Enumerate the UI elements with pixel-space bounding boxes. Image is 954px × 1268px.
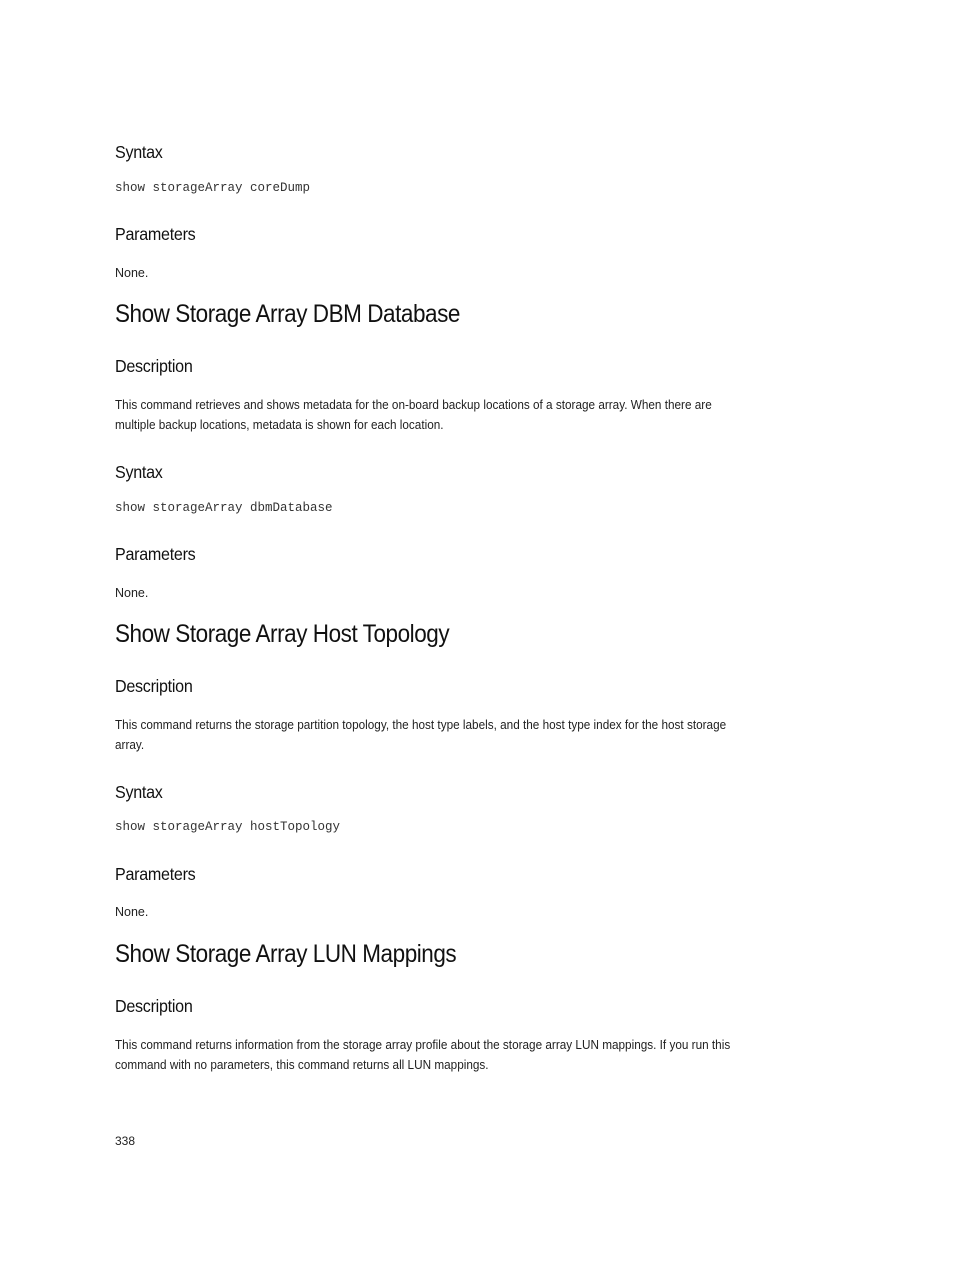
description-line: This command returns the storage partition topology, the host type labels, and the host type index for the host storage <box>115 718 727 732</box>
description-text-dbm-database <box>115 395 773 435</box>
parameters-heading-coredump: Parameters <box>115 224 196 244</box>
section-title-dbm-database: Show Storage Array DBM Database <box>115 300 460 328</box>
description-text-lun-mappings <box>115 1035 773 1075</box>
description-heading-lun-mappings: Description <box>115 996 193 1016</box>
description-heading-host-topology: Description <box>115 676 193 696</box>
parameters-heading-host-topology: Parameters <box>115 864 196 884</box>
description-line: command with no parameters, this command returns all LUN mappings. <box>115 1058 489 1072</box>
description-heading-dbm-database: Description <box>115 356 193 376</box>
syntax-code-dbm-database: show storageArray dbmDatabase <box>115 501 333 515</box>
section-title-host-topology: Show Storage Array Host Topology <box>115 620 450 648</box>
syntax-heading-dbm-database: Syntax <box>115 462 163 482</box>
description-text-host-topology <box>115 715 773 755</box>
parameters-heading-dbm-database: Parameters <box>115 544 196 564</box>
description-line: multiple backup locations, metadata is shown for each location. <box>115 418 444 432</box>
syntax-code-coredump: show storageArray coreDump <box>115 181 311 195</box>
description-line: array. <box>115 738 145 752</box>
description-line: This command retrieves and shows metadata for the on-board backup locations of a storage array. When there are <box>115 398 712 412</box>
syntax-heading-host-topology: Syntax <box>115 782 163 802</box>
syntax-heading-coredump: Syntax <box>115 142 163 162</box>
parameters-text-host-topology: None. <box>115 905 149 919</box>
syntax-code-host-topology: show storageArray hostTopology <box>115 820 341 834</box>
parameters-text-coredump: None. <box>115 266 149 280</box>
page-number: 338 <box>115 1134 136 1148</box>
description-line: This command returns information from the storage array profile about the storage array LUN mappings. If you run this <box>115 1038 731 1052</box>
section-title-lun-mappings: Show Storage Array LUN Mappings <box>115 940 457 968</box>
parameters-text-dbm-database: None. <box>115 586 149 600</box>
